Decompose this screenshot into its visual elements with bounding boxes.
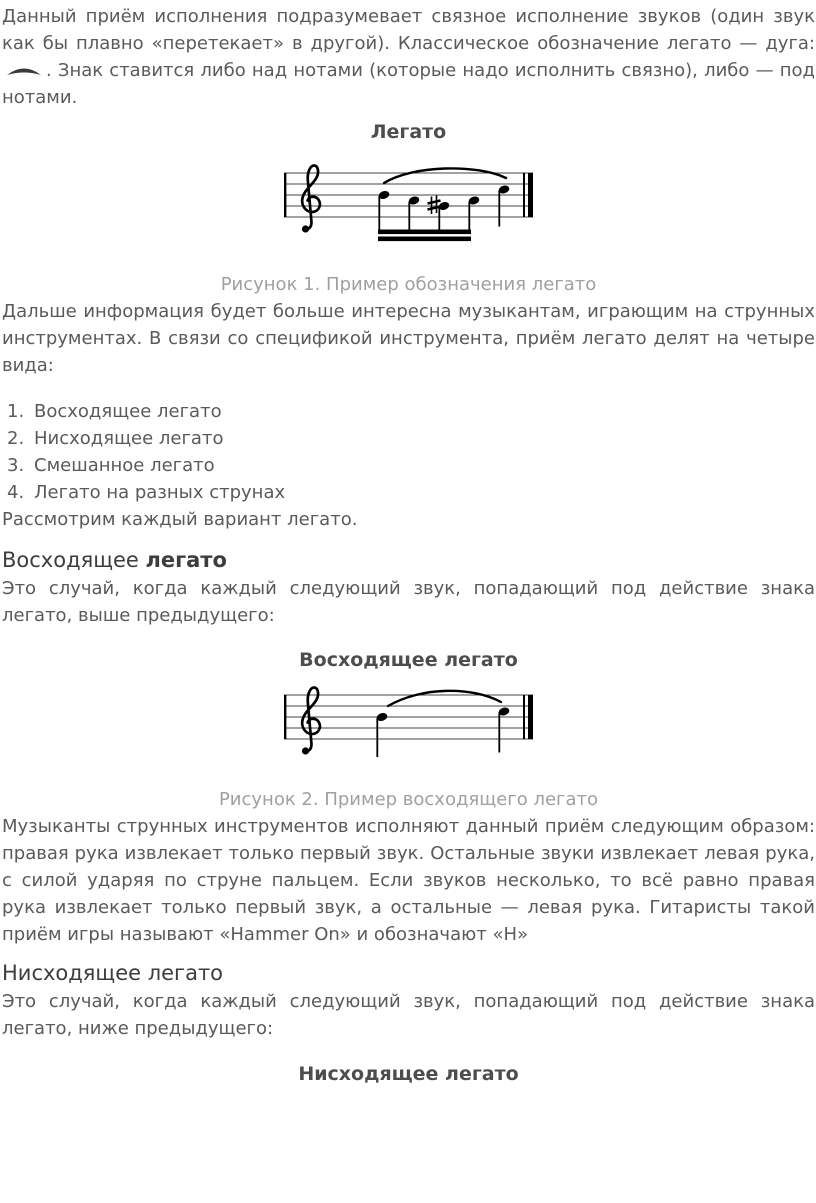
list-item-label: Восходящее легато: [34, 401, 222, 422]
sixteenth-note-group: [377, 190, 480, 241]
ascending-description: Это случай, когда каждый следующий звук, попадающий под действие знака легато, выше предыдущего:: [2, 578, 815, 626]
staff-lines: [284, 695, 533, 739]
ascending-section-heading: [2, 546, 815, 575]
descending-description: Это случай, когда каждый следующий звук, попадающий под действие знака легато, ниже предыдущего:: [2, 991, 815, 1039]
figure1-caption: Рисунок 1. Пример обозначения легато: [220, 274, 597, 295]
quarter-note: [497, 184, 510, 226]
figure1-heading: Легато: [370, 121, 447, 143]
music-staff-legato-icon: [281, 159, 537, 255]
list-item-label: Легато на разных струнах: [34, 482, 286, 503]
figure2-music-image: [2, 681, 815, 769]
quarter-note: [497, 706, 510, 752]
list-item-label: Нисходящее легато: [34, 428, 224, 449]
slur-arc: [384, 168, 506, 183]
list-item-number: 4.: [7, 482, 25, 503]
figure2-caption: Рисунок 2. Пример восходящего легато: [218, 789, 599, 810]
quarter-note: [375, 712, 388, 757]
list-item: [2, 452, 815, 479]
descending-section-heading: Нисходящее легато: [2, 961, 224, 985]
list-item-number: 3.: [7, 455, 25, 476]
intro-text-before-slur: Данный приём исполнения подразумевает связное исполнение звуков (один звук как бы плавно «перетекает» в другой). Классическое обозначение легато — дуга:: [2, 6, 815, 54]
treble-clef-icon: [301, 166, 319, 233]
music-staff-ascending-icon: [281, 681, 537, 765]
intro-paragraph: [2, 3, 815, 111]
section-heading-regular: Восходящее: [2, 548, 146, 572]
legato-types-list: [2, 398, 815, 506]
list-item: [2, 479, 815, 506]
figure2-heading: Восходящее легато: [299, 649, 518, 671]
consider-paragraph: Рассмотрим каждый вариант легато.: [2, 509, 358, 530]
section-heading-bold: легато: [145, 548, 227, 572]
list-item-label: Смешанное легато: [34, 455, 215, 476]
slur-symbol-icon: [4, 58, 44, 85]
treble-clef-icon: [301, 688, 319, 755]
figure1-music-image: [2, 159, 815, 259]
slur-arc: [388, 691, 501, 706]
technique-paragraph: Музыканты струнных инструментов исполняют данный приём следующим образом: правая рука извлекает только первый звук. Остальные звуки извлекает левая рука, с силой ударяя по струне пальцем. Если звуков несколько, то всё равно правая рука извлекает только первый звук, а остальные — левая рука. Гитаристы такой приём игры называют «Hammer On» и обозначают «H»: [2, 816, 815, 945]
list-item-number: 1.: [7, 401, 25, 422]
list-item-number: 2.: [7, 428, 25, 449]
list-item: [2, 425, 815, 452]
types-paragraph: Дальше информация будет больше интересна музыкантам, играющим на струнных инструментах. В связи со спецификой инструмента, приём легато делят на четыре вида:: [2, 301, 815, 376]
intro-text-after-slur: . Знак ставится либо над нотами (которые надо исполнить связно), либо — под нотами.: [2, 60, 815, 108]
list-item: [2, 398, 815, 425]
figure3-heading: Нисходящее легато: [298, 1063, 519, 1085]
